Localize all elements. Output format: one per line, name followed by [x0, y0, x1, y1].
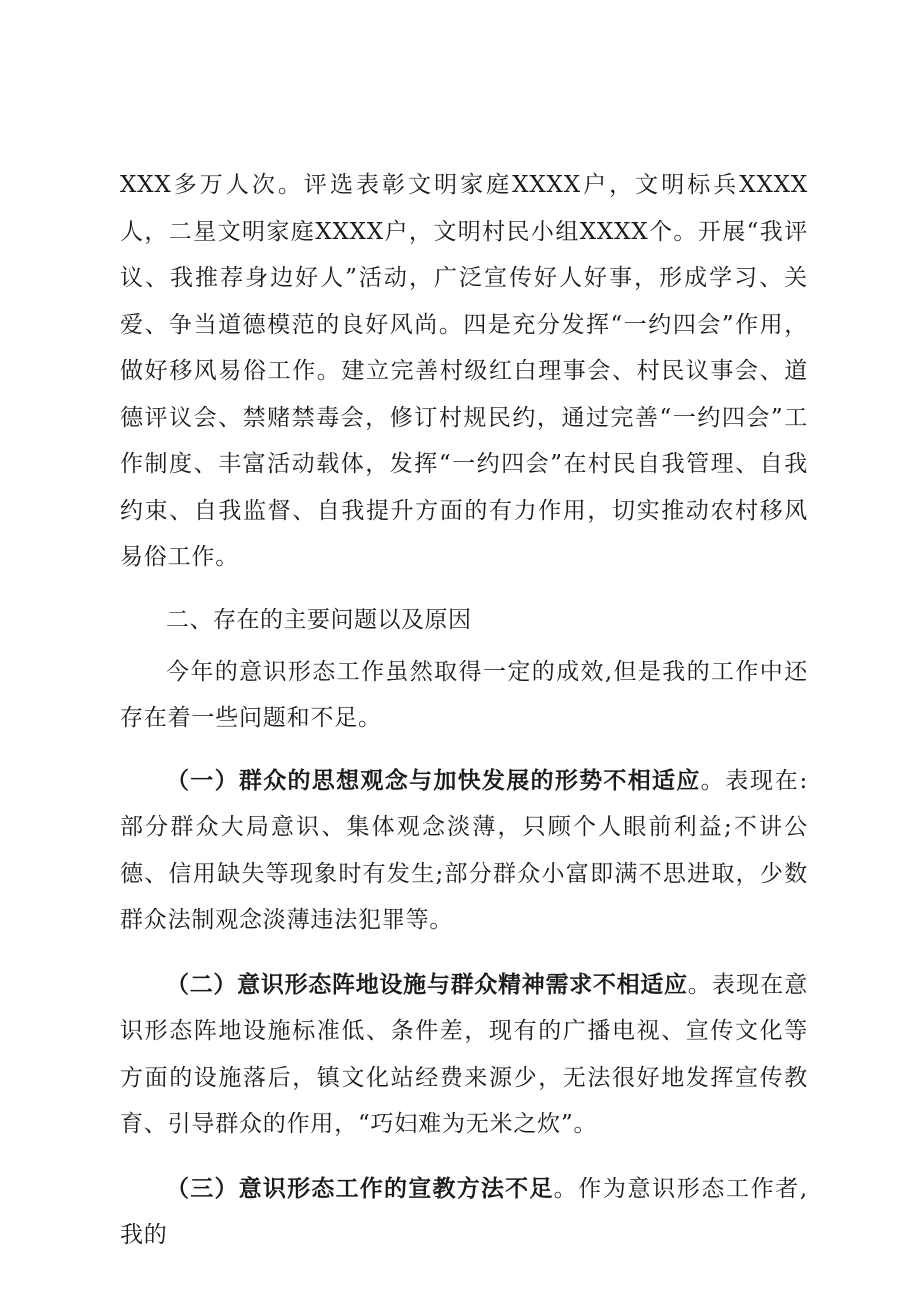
document-body — [120, 162, 808, 1277]
item-3-lead: （三）意识形态工作的宣教方法不足 — [166, 1175, 554, 1202]
paragraph-continuation: XXX多万人次。评选表彰文明家庭XXXX户，文明标兵XXXX人，二星文明家庭XXXX户，文明村民小组XXXX个。开展“我评议、我推荐身边好人”活动，广泛宣传好人好事，形成学习、关爱、争当道德模范的良好风尚。四是充分发挥“一约四会”作用，做好移风易俗工作。建立完善村级红白理事会、村民议事会、道德评议会、禁赌禁毒会，修订村规民约，通过完善“一约四会”工作制度、丰富活动载体，发挥“一约四会”在村民自我管理、自我约束、自我监督、自我提升方面的有力作用，切实推动农村移风易俗工作。 — [120, 172, 808, 570]
paragraph-item-2 — [120, 962, 808, 1148]
item-1-body: 。表现在:部分群众大局意识、集体观念淡薄，只顾个人眼前利益;不讲公德、信用缺失等现象时有发生;部分群众小富即满不思进取，少数群众法制观念淡薄违法犯罪等。 — [120, 767, 808, 933]
item-2-body: 。表现在意识形态阵地设施标准低、条件差，现有的广播电视、宣传文化等方面的设施落后，镇文化站经费来源少，无法很好地发挥宣传教育、引导群众的作用，“巧妇难为无米之炊”。 — [120, 971, 808, 1137]
paragraph-item-1 — [120, 758, 808, 944]
section-heading: 二、存在的主要问题以及原因 — [166, 606, 472, 633]
item-2-lead: （二）意识形态阵地设施与群众精神需求不相适应 — [166, 971, 688, 998]
paragraph-intro: 今年的意识形态工作虽然取得一定的成效,但是我的工作中还存在着一些问题和不足。 — [120, 658, 808, 731]
item-1-lead: （一）群众的思想观念与加快发展的形势不相适应 — [166, 767, 701, 794]
item-3-body: 。作为意识形态工作者,我的 — [120, 1175, 808, 1248]
paragraph-item-3 — [120, 1166, 808, 1259]
